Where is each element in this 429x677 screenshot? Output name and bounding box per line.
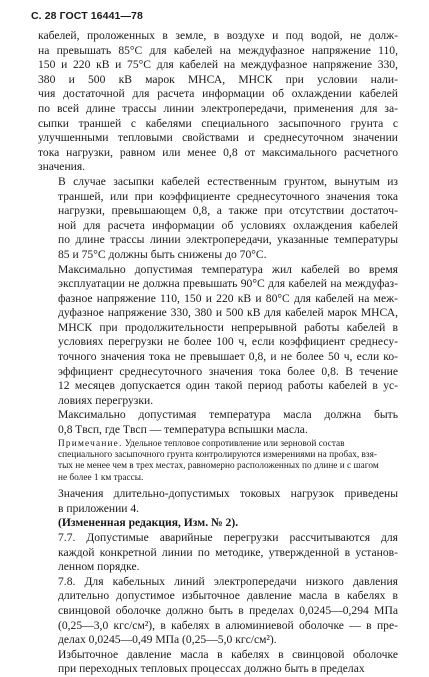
text-line: на превышать 85°С для кабелей на междуфазное напряжение 110, <box>38 43 398 57</box>
text-line: эффициент среднесуточного значения тока более 0,8. В течение <box>58 364 398 378</box>
text-line: фазное напряжение 110, 150 и 220 кВ и 80°С для кабелей на меж- <box>58 291 398 305</box>
text-line: точного значения тока не превышает 0,8, и не более 50 ч, если ко- <box>58 350 398 364</box>
text-line: Примечание. Удельное тепловое сопротивление или зерновой состав <box>58 438 345 449</box>
text-line: условиях перегрузки не более 100 ч, если коэффициент среднесу- <box>58 335 398 349</box>
text-line: (Измененная редакция, Изм. № 2). <box>58 516 239 530</box>
text-line: Максимально допустимая температура масла должна быть <box>58 408 398 422</box>
text-line: при переходных тепловых процессах должно быть в пределах <box>58 662 365 676</box>
paragraph <box>38 29 398 175</box>
text-line: Максимально допустимая температура жил кабелей во время <box>58 262 398 276</box>
paragraph <box>38 408 398 437</box>
paragraph <box>38 648 398 677</box>
text-line: В случае засыпки кабелей естественным грунтом, вынутым из <box>58 174 398 188</box>
text-line: Значения длительно-допустимых токовых нагрузок приведены <box>58 487 398 501</box>
text-line: (0,25—3,0 кгс/см²), в кабелях в алюминиевой оболочке — в пре- <box>58 618 398 632</box>
text-line: ленном порядке. <box>58 560 140 574</box>
text-line: 12 месяцев допускается один такой период работы кабелей в ус- <box>58 379 398 393</box>
paragraph <box>38 487 398 516</box>
text-line: 150 и 220 кВ и 75°С для кабелей на междуфазное напряжение 330, <box>38 58 398 72</box>
page-header: С. 28 ГОСТ 16441—78 <box>31 10 143 22</box>
text-line: свинцовой оболочке должно быть в пределах 0,0245—0,294 МПа <box>58 604 398 617</box>
paragraph <box>38 263 398 409</box>
text-line: чия достаточной для расчета информации об охлаждении кабелей <box>38 87 398 101</box>
text-line: эксплуатации не должна превышать 90°С для кабелей на междуфаз- <box>58 277 398 291</box>
text-line: траншей, или при коэффициенте среднесуточного значения тока <box>58 189 398 203</box>
text-line: значения. <box>38 160 86 174</box>
text-line: в приложении 4. <box>58 501 140 515</box>
text-line: Избыточное давление масла в кабелях в свинцовой оболочке <box>58 647 398 661</box>
note-label: Примечание. <box>58 438 123 449</box>
text-line: 7.7. Допустимые аварийные перегрузки рассчитываются для <box>58 531 398 545</box>
text-line: сыпки траншей с кабелями специального засыпочного грунта с <box>38 116 398 130</box>
text-line: тока нагрузки, равном или менее 0,8 от максимального расчетного <box>38 145 398 159</box>
footnote <box>38 439 398 485</box>
text-line: дуфазное напряжение 330, 380 и 500 кВ для кабелей марок МНСА, <box>58 306 398 320</box>
text-line: 380 и 500 кВ марок МНСА, МНСК при условии нали- <box>38 72 398 86</box>
text-line: делах 0,0245—0,49 МПа (0,25—5,0 кгс/см²). <box>58 633 277 647</box>
text-line: по всей длине трассы линии электропередачи, применения для за- <box>38 101 398 115</box>
text-line: ловиях перегрузки. <box>58 393 154 407</box>
document-body <box>38 29 398 677</box>
text-line: каждой конкретной линии по методике, утвержденной в установ- <box>58 545 398 559</box>
amendment-note <box>38 516 398 531</box>
text-line: длительно допустимое избыточное давление масла в кабелях в <box>58 589 398 603</box>
text-line: специального засыпочного грунта контролируются измерениями на пробах, взя- <box>58 450 377 461</box>
text-line: ной для расчета информации об условиях охлаждения кабелей <box>58 218 398 232</box>
text-line: 7.8. Для кабельных линий электропередачи низкого давления <box>58 574 398 588</box>
paragraph <box>38 175 398 263</box>
text-line: не более 1 км трассы. <box>58 472 144 483</box>
text-line: тых не менее чем в трех местах, равномерно расположенных по длине и с шагом <box>58 461 379 472</box>
text-line: 0,8 Tвсп, где Tвсп — температура вспышки масла. <box>58 423 308 437</box>
text-line: 85 и 75°С должны быть снижены до 70°С. <box>58 247 267 261</box>
text-line: улучшенными тепловыми свойствами и среднесуточном значении <box>38 131 398 145</box>
paragraph <box>38 531 398 575</box>
text-line: МНСК при продолжительности непрерывной работы кабелей в <box>58 320 398 334</box>
text-line: по длине трассы линии электропередачи, указанные температуры <box>58 233 398 247</box>
text-line: кабелей, проложенных в земле, в воздухе и под водой, не долж- <box>38 29 398 42</box>
text-line: нагрузки, превышающем 0,8, а также при отсутствии достаточ- <box>58 204 398 218</box>
paragraph <box>38 575 398 648</box>
